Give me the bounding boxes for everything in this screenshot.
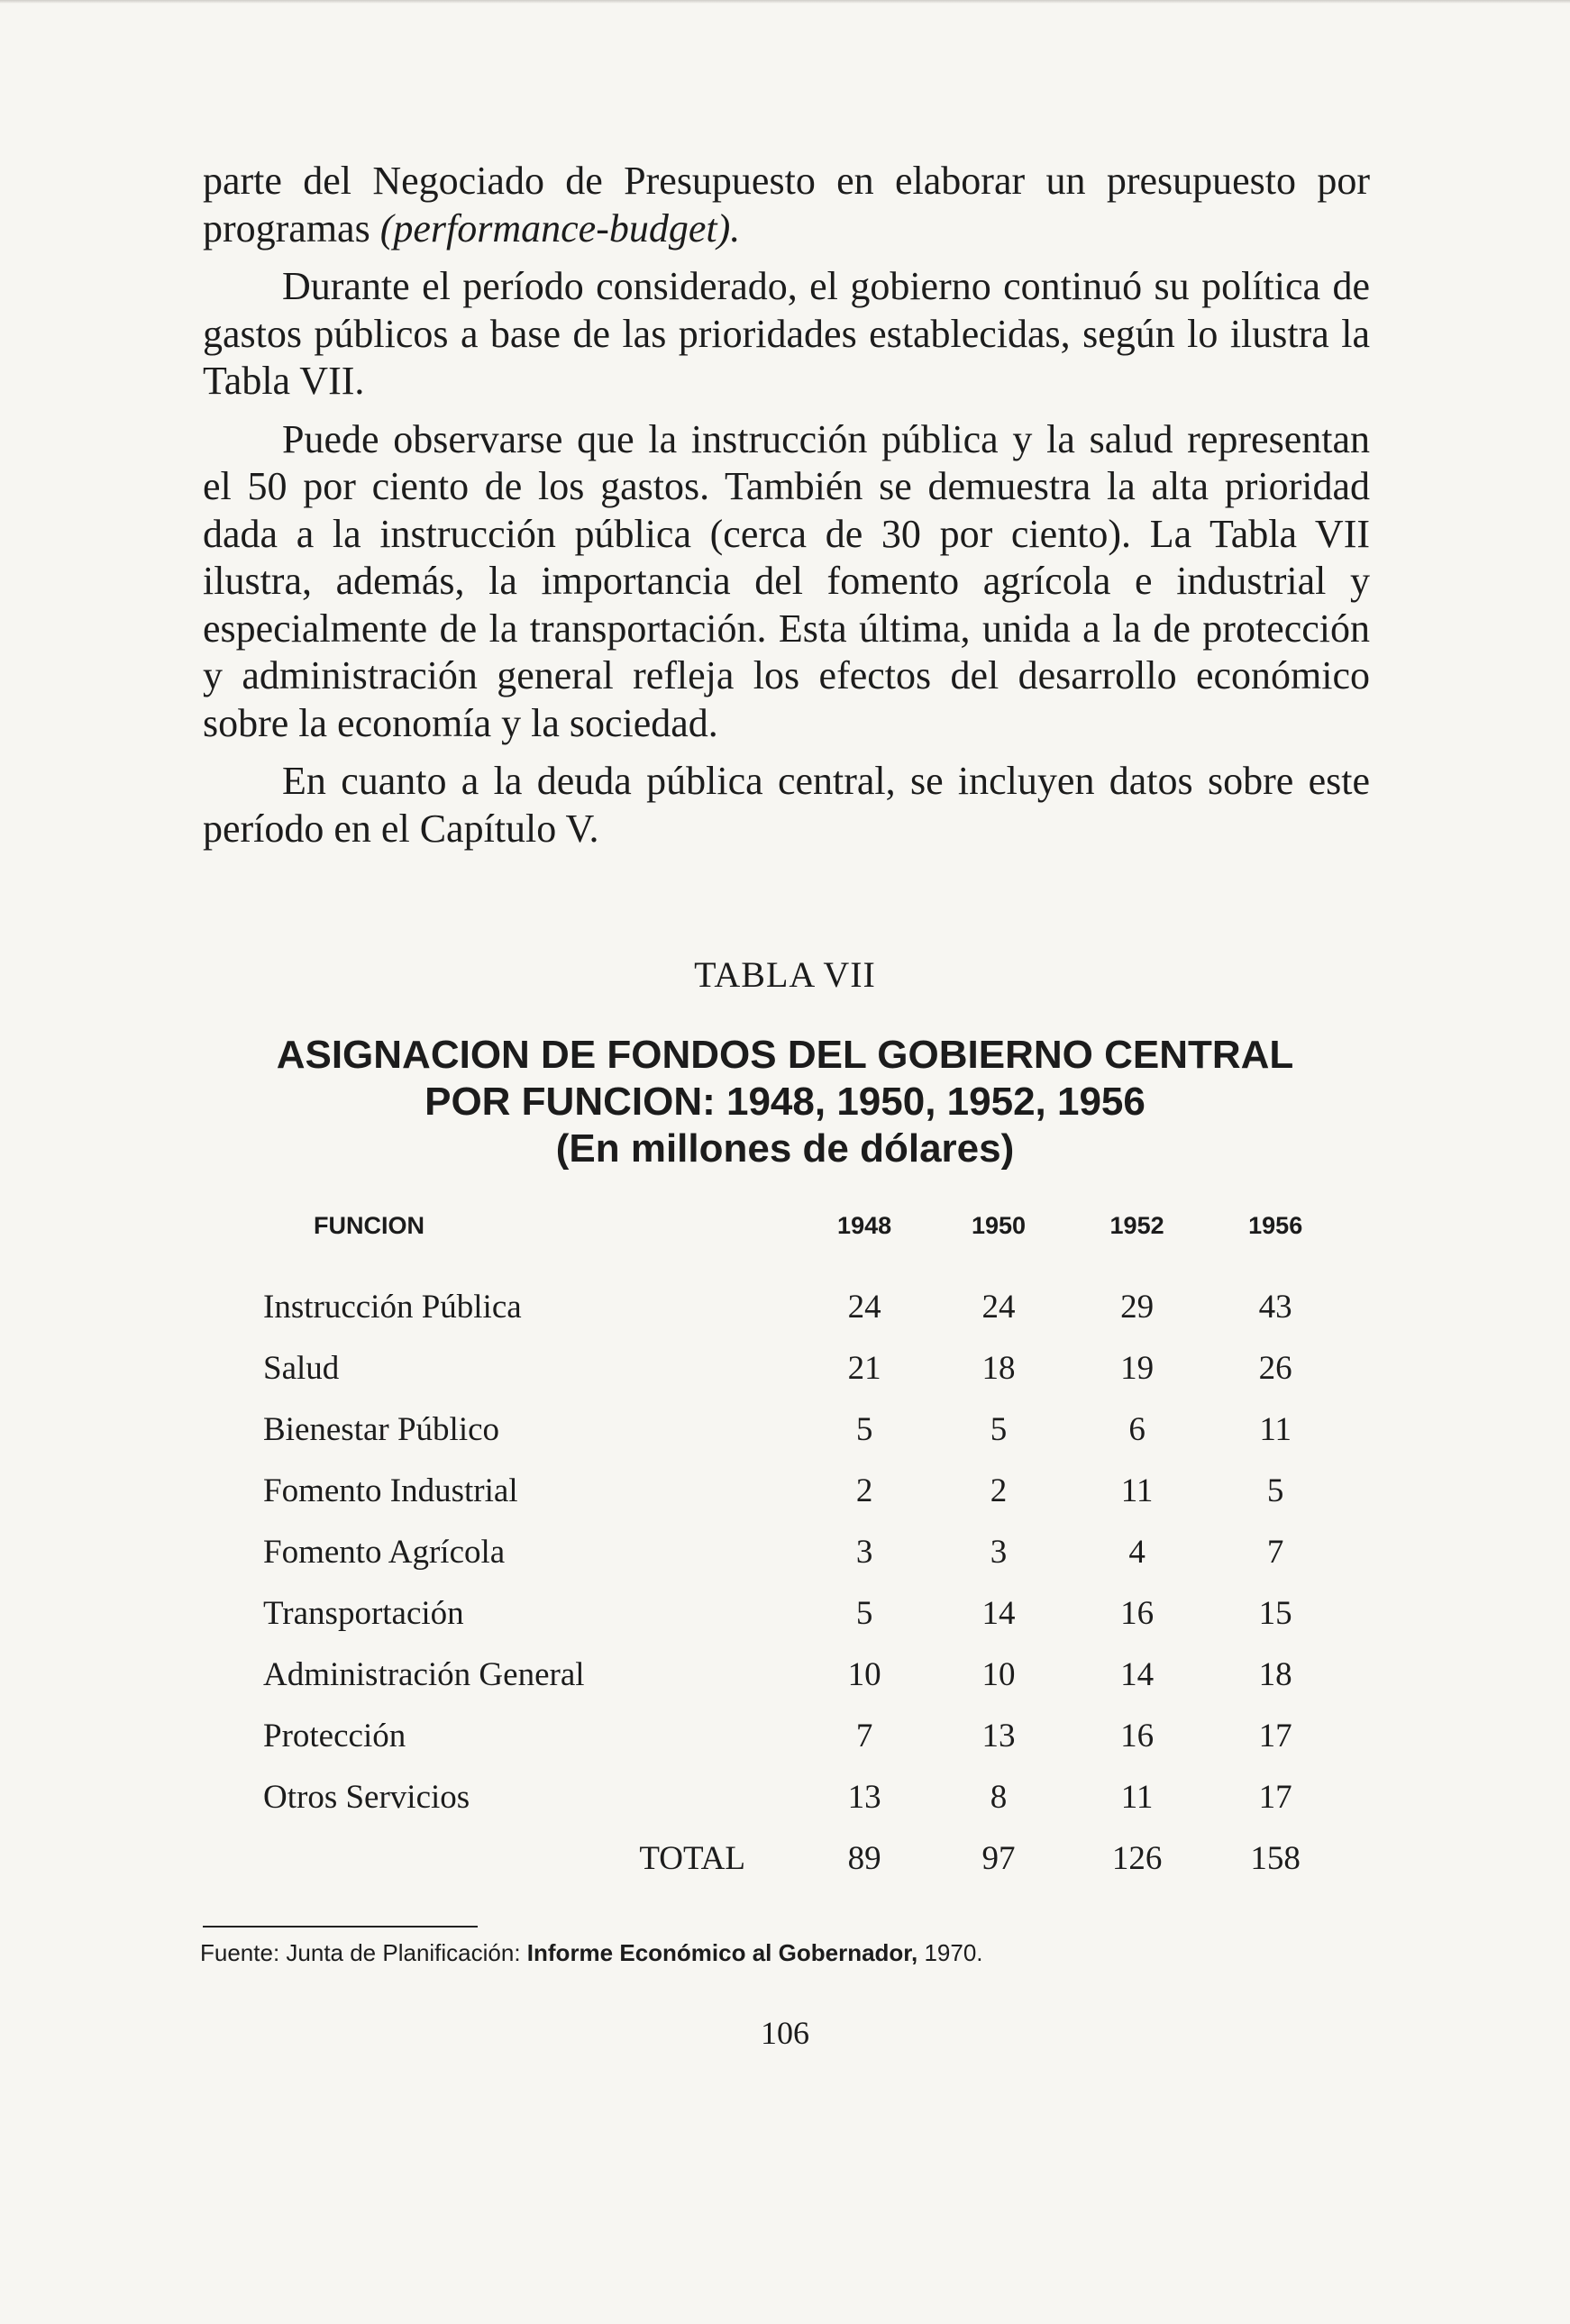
table-title-line-3: (En millones de dólares) xyxy=(555,1126,1015,1171)
row-value: 7 xyxy=(1266,1533,1284,1571)
footnote-prefix: Fuente: Junta de Planificación: xyxy=(200,1939,521,1966)
footnote-source xyxy=(200,1939,983,1967)
row-value: 15 xyxy=(1258,1594,1292,1632)
row-value: 3 xyxy=(990,1533,1008,1571)
body-text xyxy=(203,158,1370,863)
row-value: 21 xyxy=(847,1349,881,1387)
header-1956: 1956 xyxy=(1248,1212,1303,1239)
row-value: 17 xyxy=(1258,1717,1292,1754)
row-value: 2 xyxy=(855,1472,873,1509)
row-value: 11 xyxy=(1120,1778,1154,1816)
paragraph-2: Durante el período considerado, el gobierno continuó su política de gastos públicos a base de las prioridades establecidas, según lo ilustra la Tabla VII. xyxy=(203,264,1370,403)
row-value: 2 xyxy=(990,1472,1008,1509)
row-value: 11 xyxy=(1120,1472,1154,1509)
row-value: 5 xyxy=(855,1594,873,1632)
table-title xyxy=(0,1032,1570,1172)
row-value: 19 xyxy=(1120,1349,1155,1387)
row-value: 43 xyxy=(1258,1288,1292,1326)
row-value: 24 xyxy=(847,1288,881,1326)
row-value: 11 xyxy=(1259,1410,1292,1448)
row-value: 97 xyxy=(981,1839,1016,1877)
row-value: 17 xyxy=(1258,1778,1292,1816)
paragraph-3: Puede observarse que la instrucción pública y la salud representan el 50 por ciento de los gastos. También se demuestra la alta prioridad dada a la instrucción pública (cerca de 30 por ciento). La Tabla VII ilustra, además, la importancia del fomento agrícola e industrial y especialmente de la transportación. Esta última, unida a la de protección y administración general refleja los efectos del desarrollo económico sobre la economía y la sociedad. xyxy=(203,416,1370,745)
table-title-line-2: POR FUNCION: 1948, 1950, 1952, 1956 xyxy=(424,1080,1146,1124)
row-label: Fomento Industrial xyxy=(263,1472,518,1509)
row-value: 18 xyxy=(1258,1655,1292,1693)
row-label: Bienestar Público xyxy=(263,1410,500,1448)
row-value: 6 xyxy=(1128,1410,1146,1448)
row-value: 14 xyxy=(981,1594,1016,1632)
table-row xyxy=(263,1337,1345,1399)
row-label: Salud xyxy=(263,1349,340,1387)
table-total-row xyxy=(263,1827,1345,1889)
row-value: 4 xyxy=(1128,1533,1146,1571)
row-value: 18 xyxy=(981,1349,1016,1387)
row-value: 10 xyxy=(981,1655,1016,1693)
row-value: 3 xyxy=(855,1533,873,1571)
footnote-bold: Informe Económico al Gobernador, xyxy=(526,1939,918,1966)
row-label: TOTAL xyxy=(639,1839,745,1877)
header-1952: 1952 xyxy=(1109,1212,1164,1239)
row-value: 13 xyxy=(847,1778,881,1816)
row-value: 8 xyxy=(990,1778,1008,1816)
page-number: 106 xyxy=(761,2015,809,2051)
row-value: 29 xyxy=(1120,1288,1155,1326)
row-value: 13 xyxy=(981,1717,1016,1754)
table-row xyxy=(263,1582,1345,1644)
table-row xyxy=(263,1460,1345,1521)
row-label: Protección xyxy=(263,1717,406,1754)
row-label: Instrucción Pública xyxy=(263,1288,522,1326)
row-value: 5 xyxy=(990,1410,1008,1448)
table-header-row xyxy=(263,1212,1345,1276)
table-title-line-1: ASIGNACION DE FONDOS DEL GOBIERNO CENTRAL xyxy=(276,1033,1294,1077)
paragraph-1-italic: (performance-budget). xyxy=(379,205,741,251)
row-label: Otros Servicios xyxy=(263,1778,470,1816)
table-label: TABLA VII xyxy=(694,954,876,995)
table-row xyxy=(263,1705,1345,1766)
row-label: Fomento Agrícola xyxy=(263,1533,506,1571)
header-1948: 1948 xyxy=(837,1212,892,1239)
row-value: 158 xyxy=(1250,1839,1301,1877)
row-value: 5 xyxy=(855,1410,873,1448)
row-value: 5 xyxy=(1266,1472,1284,1509)
table-row xyxy=(263,1399,1345,1460)
row-value: 89 xyxy=(847,1839,881,1877)
paragraph-1-text: parte del Negociado de Presupuesto en elaborar un presupuesto por programas xyxy=(203,159,1370,251)
row-value: 10 xyxy=(847,1655,881,1693)
table-row xyxy=(263,1766,1345,1827)
row-value: 7 xyxy=(855,1717,873,1754)
row-value: 24 xyxy=(981,1288,1016,1326)
paragraph-4: En cuanto a la deuda pública central, se incluyen datos sobre este período en el Capítulo V. xyxy=(203,759,1370,851)
funds-table xyxy=(263,1212,1345,1889)
paragraph-1 xyxy=(203,158,1370,252)
footnote-rule xyxy=(203,1926,478,1928)
row-value: 126 xyxy=(1111,1839,1163,1877)
header-1950: 1950 xyxy=(971,1212,1027,1239)
row-value: 16 xyxy=(1120,1594,1155,1632)
table-row xyxy=(263,1276,1345,1337)
row-value: 26 xyxy=(1258,1349,1292,1387)
footnote-suffix: 1970. xyxy=(924,1939,983,1966)
page-top-edge xyxy=(0,0,1570,4)
table-row xyxy=(263,1521,1345,1582)
table-body xyxy=(263,1276,1345,1889)
header-funcion: FUNCION xyxy=(314,1212,424,1239)
row-value: 14 xyxy=(1120,1655,1155,1693)
row-label: Transportación xyxy=(263,1594,464,1632)
row-label: Administración General xyxy=(263,1655,585,1693)
row-value: 16 xyxy=(1120,1717,1155,1754)
table-row xyxy=(263,1644,1345,1705)
